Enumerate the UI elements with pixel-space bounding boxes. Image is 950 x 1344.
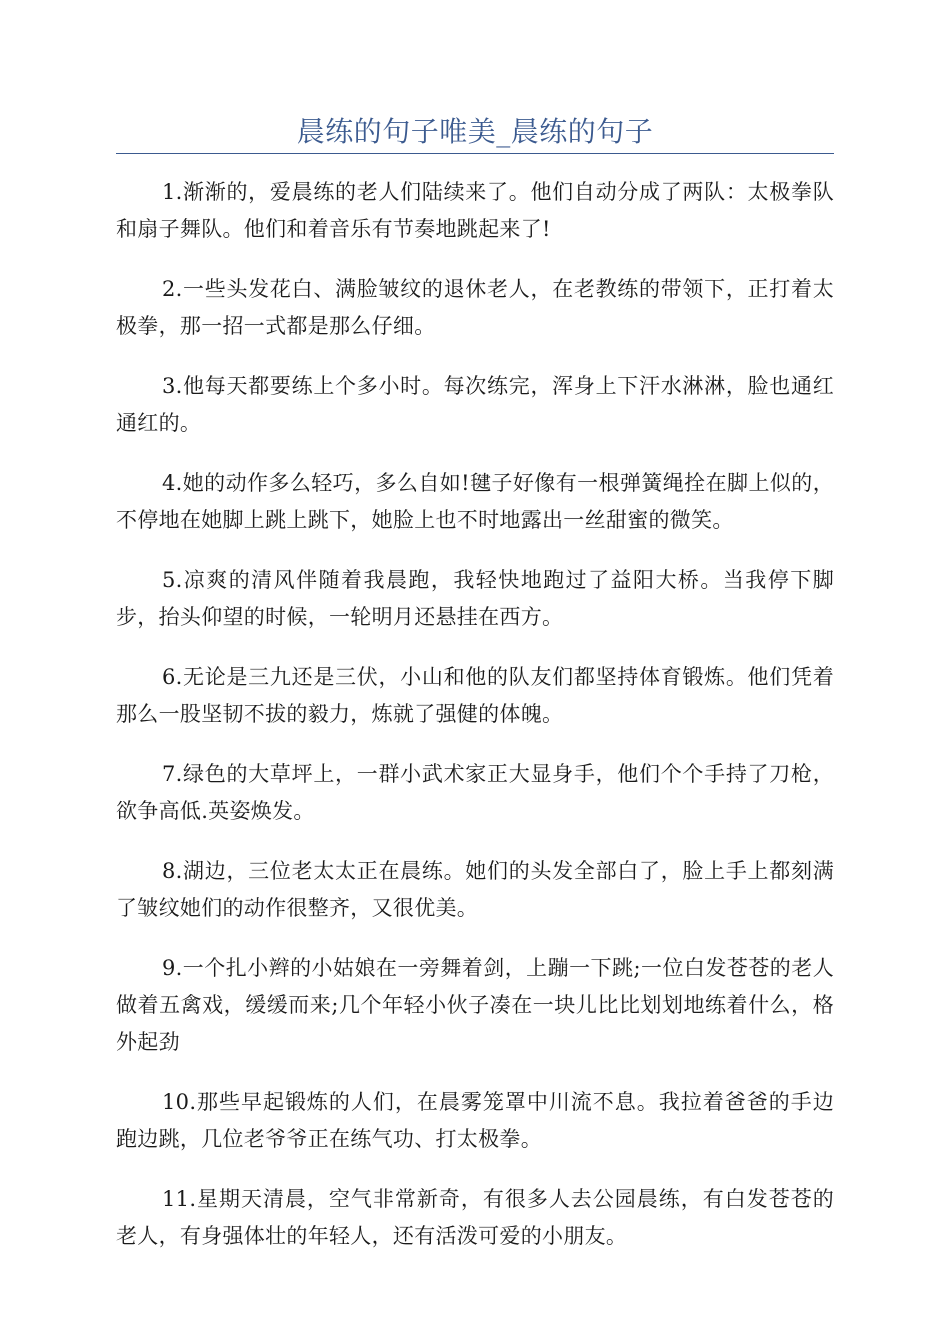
document-body [116,174,834,1278]
paragraph-1: 1.渐渐的，爱晨练的老人们陆续来了。他们自动分成了两队：太极拳队和扇子舞队。他们和着音乐有节奏地跳起来了! [116,180,834,241]
paragraph-10: 10.那些早起锻炼的人们，在晨雾笼罩中川流不息。我拉着爸爸的手边跑边跳，几位老爷爷正在练气功、打太极拳。 [116,1090,834,1151]
paragraph-7: 7.绿色的大草坪上，一群小武术家正大显身手，他们个个手持了刀枪，欲争高低.英姿焕发。 [116,762,834,823]
page-title: 晨练的句子唯美_晨练的句子 [296,115,654,148]
paragraph-11: 11.星期天清晨，空气非常新奇，有很多人去公园晨练，有白发苍苍的老人，有身强体壮的年轻人，还有活泼可爱的小朋友。 [116,1187,834,1248]
paragraph-4: 4.她的动作多么轻巧，多么自如!毽子好像有一根弹簧绳拴在脚上似的，不停地在她脚上跳上跳下，她脸上也不时地露出一丝甜蜜的微笑。 [116,471,834,532]
paragraph-3: 3.他每天都要练上个多小时。每次练完，浑身上下汗水淋淋，脸也通红通红的。 [116,374,834,435]
title-underline [116,153,834,154]
paragraph-8: 8.湖边，三位老太太正在晨练。她们的头发全部白了，脸上手上都刻满了皱纹她们的动作很整齐，又很优美。 [116,859,834,920]
paragraph-6: 6.无论是三九还是三伏，小山和他的队友们都坚持体育锻炼。他们凭着那么一股坚韧不拔的毅力，炼就了强健的体魄。 [116,665,834,726]
paragraph-9: 9.一个扎小辫的小姑娘在一旁舞着剑，上蹦一下跳;一位白发苍苍的老人做着五禽戏，缓缓而来;几个年轻小伙子凑在一块儿比比划划地练着什么，格外起劲 [116,956,834,1054]
paragraph-2: 2.一些头发花白、满脸皱纹的退休老人，在老教练的带领下，正打着太极拳，那一招一式都是那么仔细。 [116,277,834,338]
paragraph-5: 5.凉爽的清风伴随着我晨跑，我轻快地跑过了益阳大桥。当我停下脚步，抬头仰望的时候，一轮明月还悬挂在西方。 [116,568,834,629]
